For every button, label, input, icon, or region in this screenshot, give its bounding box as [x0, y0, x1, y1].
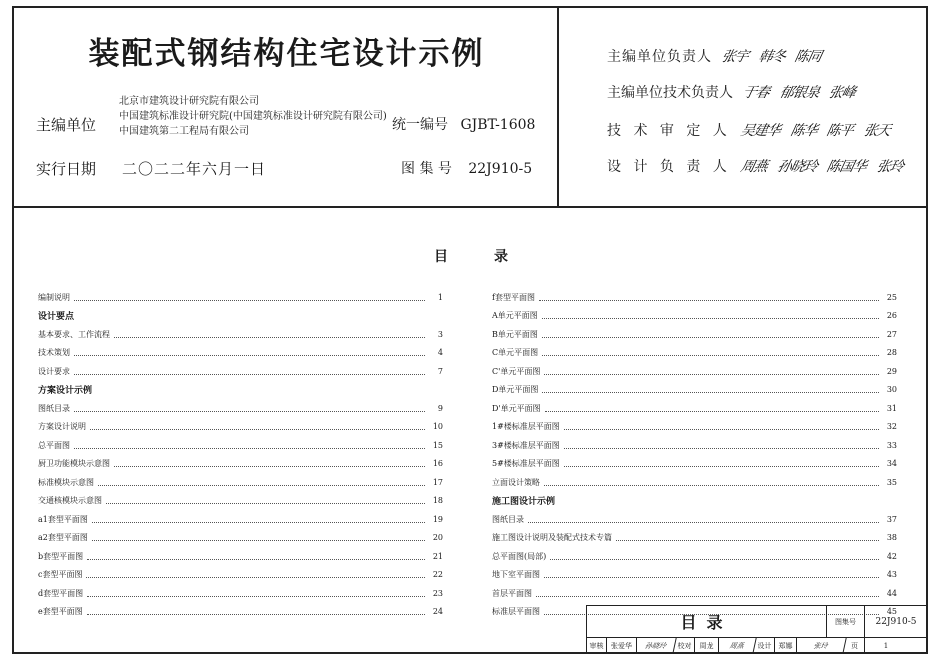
- toc-section-heading: 设计要点: [38, 312, 75, 323]
- toc-entry[interactable]: 标准层平面图 45: [492, 607, 897, 617]
- responsibility-label: 技 术 审 定 人: [607, 123, 731, 139]
- toc-entry[interactable]: C单元平面图 28: [492, 348, 897, 358]
- atlas-number: [401, 158, 532, 178]
- toc-entry[interactable]: c套型平面图 22: [38, 570, 443, 580]
- toc-entry[interactable]: 1#楼标准层平面图 32: [492, 422, 897, 432]
- toc-entry[interactable]: 设计要求 7: [38, 366, 443, 376]
- title-block-code-value: 22J910-5: [865, 606, 927, 638]
- handwritten-signature: 陈同: [793, 49, 823, 65]
- toc-entry[interactable]: d套型平面图 23: [38, 588, 443, 598]
- handwritten-signature: 韩冬: [756, 49, 787, 65]
- toc-section-heading: 施工图设计示例: [492, 497, 556, 508]
- toc-entry[interactable]: f套型平面图 25: [492, 292, 897, 302]
- toc-entry[interactable]: 技术策划 4: [38, 348, 443, 358]
- responsibility-label: 主编单位负责人: [607, 49, 712, 65]
- responsibility-row: [607, 46, 821, 66]
- atlas-number-value: 22J910-5: [468, 161, 533, 177]
- toc-entry[interactable]: 5#楼标准层平面图 34: [492, 459, 897, 469]
- toc-entry[interactable]: b套型平面图 21: [38, 551, 443, 561]
- page-number: 1: [883, 642, 889, 650]
- toc-entry[interactable]: A单元平面图 26: [492, 311, 897, 321]
- toc-right-column: [492, 288, 897, 621]
- toc-entry[interactable]: 图纸目录 9: [38, 403, 443, 413]
- toc-entry[interactable]: 首层平面图 44: [492, 588, 897, 598]
- toc-entry[interactable]: B单元平面图 27: [492, 329, 897, 339]
- drawing-sheet: [12, 6, 928, 654]
- editor-unit-label: 主编单位: [36, 116, 97, 134]
- editor-unit: 中国建筑标准设计研究院(中国建筑标准设计研究院有限公司): [119, 111, 387, 122]
- toc-entry[interactable]: 方案设计说明 10: [38, 422, 443, 432]
- design-name: 郑娜: [775, 638, 797, 654]
- review-name: 张爱华: [607, 638, 637, 654]
- responsibility-row: [607, 120, 890, 140]
- toc-left-column: [38, 288, 443, 621]
- editor-unit-list: [119, 94, 387, 139]
- toc-entry[interactable]: C'单元平面图 29: [492, 366, 897, 376]
- toc-heading-left: 目: [434, 249, 448, 265]
- toc-entry[interactable]: 图纸目录 37: [492, 514, 897, 524]
- toc-heading-right: 录: [494, 249, 508, 265]
- atlas-number-label: 图 集 号: [401, 161, 452, 177]
- unified-number-label: 统一编号: [392, 117, 448, 133]
- handwritten-signature: 陈国华: [825, 159, 868, 175]
- toc-entry[interactable]: 标准模块示意图 17: [38, 477, 443, 487]
- handwritten-signature: 张天: [861, 123, 892, 139]
- editor-unit: 北京市建筑设计研究院有限公司: [119, 96, 259, 107]
- toc-entry[interactable]: 交通核模块示意图 18: [38, 496, 443, 506]
- title-block-name: 目录: [587, 606, 827, 638]
- unified-number: [392, 114, 535, 134]
- toc-entry[interactable]: D单元平面图 30: [492, 385, 897, 395]
- check-signature: 周燕: [717, 638, 756, 654]
- toc-entry[interactable]: a1套型平面图 19: [38, 514, 443, 524]
- responsibility-row: [607, 82, 855, 102]
- handwritten-signature: 郁银泉: [777, 85, 821, 101]
- toc-entry[interactable]: 地下室平面图 43: [492, 570, 897, 580]
- toc-section-heading: 方案设计示例: [38, 386, 93, 397]
- handwritten-signature: 陈华: [788, 123, 819, 139]
- check-name: 周龙: [695, 638, 719, 654]
- toc-entry[interactable]: 厨卫功能模块示意图 16: [38, 459, 443, 469]
- handwritten-signature: 周燕: [739, 159, 769, 175]
- unified-number-value: GJBT-1608: [460, 117, 536, 133]
- effective-date-label: 实行日期: [36, 160, 97, 178]
- handwritten-signature: 吴建华: [739, 123, 782, 139]
- page-label: 页: [845, 638, 865, 654]
- responsibility-panel: [559, 8, 926, 208]
- handwritten-signature: 张玲: [874, 159, 905, 175]
- check-label: 校对: [675, 638, 695, 654]
- handwritten-signature: 孙晓玲: [775, 159, 819, 175]
- responsibility-label: 设 计 负 责 人: [607, 159, 731, 175]
- handwritten-signature: 张宇: [720, 49, 750, 65]
- design-label: 设计: [755, 638, 775, 654]
- toc-entry[interactable]: 总平面图(局部) 42: [492, 551, 897, 561]
- responsibility-label: 主编单位技术负责人: [607, 85, 733, 101]
- toc-entry[interactable]: 施工图设计说明及装配式技术专篇 38: [492, 533, 897, 543]
- title-block-signoff-row: [587, 638, 927, 654]
- toc-entry[interactable]: a2套型平面图 20: [38, 533, 443, 543]
- review-label: 审核: [587, 638, 607, 654]
- toc-entry[interactable]: e套型平面图 24: [38, 607, 443, 617]
- responsibility-row: [607, 156, 903, 176]
- review-signature: 孙晓玲: [635, 638, 676, 654]
- header-info-panel: [14, 8, 559, 208]
- handwritten-signature: 张峰: [827, 85, 857, 101]
- handwritten-signature: 于春: [741, 85, 771, 101]
- toc-entry[interactable]: D'单元平面图 31: [492, 403, 897, 413]
- toc-entry[interactable]: 立面设计策略 35: [492, 477, 897, 487]
- editor-unit: 中国建筑第二工程局有限公司: [119, 126, 249, 137]
- toc-entry[interactable]: 编制说明 1: [38, 292, 443, 302]
- design-signature: 张玲: [795, 638, 846, 654]
- title-block: [586, 605, 926, 653]
- atlas-title: 装配式钢结构住宅设计示例: [88, 36, 485, 72]
- effective-date-value: 二〇二二年六月一日: [122, 160, 267, 178]
- title-block-code-label: 图集号: [827, 606, 865, 638]
- toc-entry[interactable]: 总平面图 15: [38, 440, 443, 450]
- handwritten-signature: 陈平: [825, 123, 855, 139]
- toc-entry[interactable]: 3#楼标准层平面图 33: [492, 440, 897, 450]
- toc-entry[interactable]: 基本要求、工作流程 3: [38, 329, 443, 339]
